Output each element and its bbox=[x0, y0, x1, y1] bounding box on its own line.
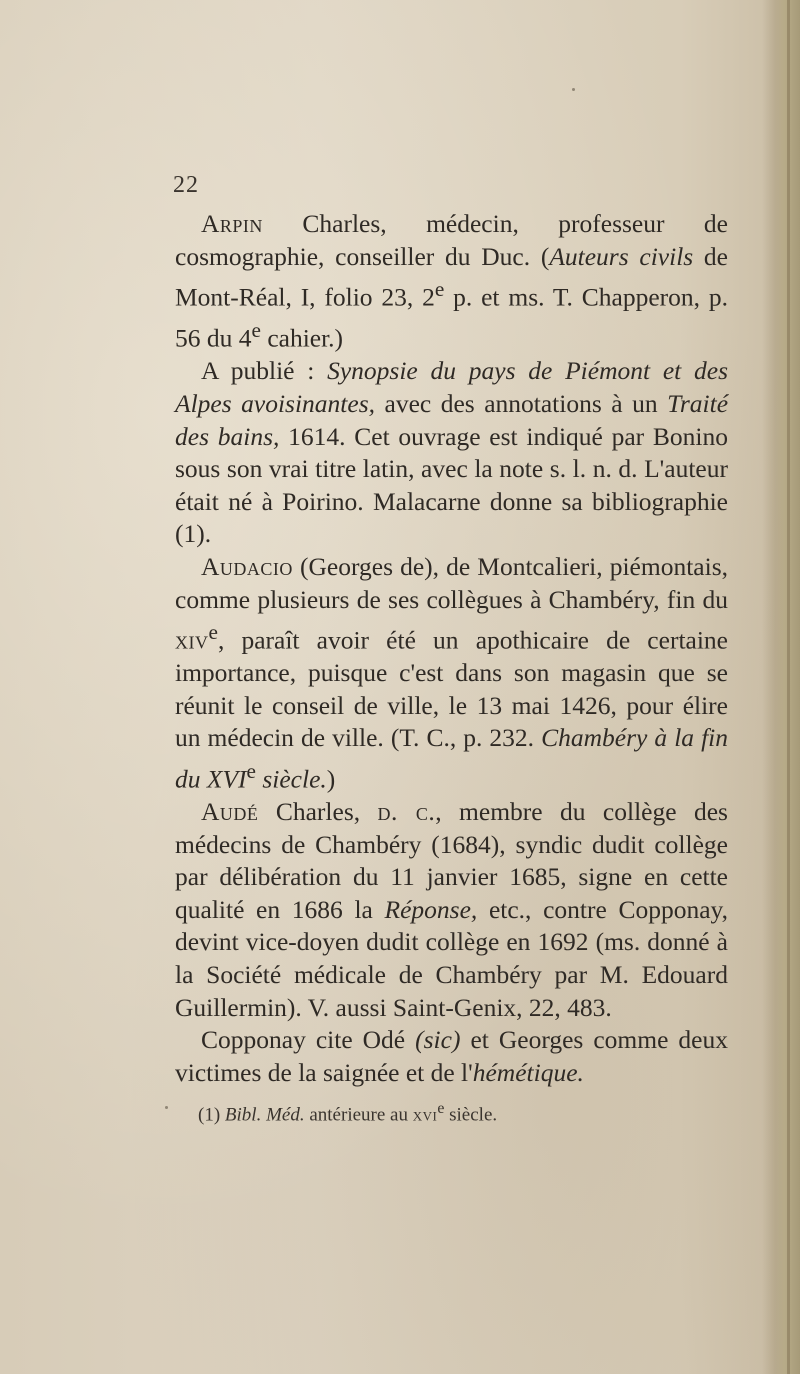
entry-aude bbox=[175, 796, 728, 1024]
entry-italic-word: (sic) bbox=[415, 1025, 461, 1055]
entry-text: , paraît avoir été un apothicaire de certaine importance, puisque c'est dans son magasin que se réunit le conseil de ville, le 13 mai 1426, pour élire un médecin de ville. (T. C., p. 232. bbox=[175, 625, 728, 753]
entry-text: p. et ms. T. Chapperon, p. 56 du 4 bbox=[175, 282, 728, 353]
entry-text: et Georges comme deux victimes de la saignée et de l' bbox=[175, 1025, 728, 1087]
page-number: 22 bbox=[173, 172, 199, 198]
entry-italic-title: Traité des bains, bbox=[175, 388, 729, 451]
entry-aude-note bbox=[175, 1024, 728, 1089]
entry-headword: Audé bbox=[201, 797, 259, 827]
paper-speck bbox=[165, 1106, 168, 1109]
entry-text: Charles, bbox=[258, 797, 378, 827]
superscript: e bbox=[246, 759, 256, 783]
entry-arpin bbox=[175, 208, 728, 355]
entry-text: A publié : bbox=[201, 356, 328, 386]
superscript: e bbox=[251, 318, 261, 343]
entry-italic-title: Chambéry à la fin du XVI bbox=[175, 723, 728, 794]
footnote bbox=[198, 1100, 497, 1126]
entry-italic-word: hémétique. bbox=[472, 1057, 584, 1087]
entry-text: Copponay cite Odé bbox=[201, 1025, 416, 1055]
entry-text: etc., contre Copponay, devint vice-doyen dudit collège en 1692 (ms. donné à la Société médicale de Chambéry par M. Edouard Guillermin). V. aussi Saint-Genix, 22, 483. bbox=[175, 894, 728, 1022]
entry-text: avec des annotations à un bbox=[375, 388, 668, 418]
footnote-text: antérieure au bbox=[304, 1104, 413, 1126]
footnote-marker: (1) bbox=[198, 1104, 225, 1126]
century-numeral: xiv bbox=[175, 625, 209, 655]
page-edge-shadow bbox=[762, 0, 800, 1374]
entry-text: cahier.) bbox=[260, 323, 344, 353]
superscript: e bbox=[437, 1100, 445, 1117]
entry-italic-title: Auteurs civils bbox=[549, 241, 694, 271]
entry-italic-title: Réponse, bbox=[384, 894, 478, 924]
main-text bbox=[175, 208, 728, 1089]
entry-audacio bbox=[175, 551, 728, 796]
degree-abbreviation: d. c. bbox=[377, 797, 436, 827]
century-numeral: xvi bbox=[412, 1104, 438, 1126]
entry-headword: Audacio bbox=[201, 551, 293, 581]
entry-text: Charles, médecin, professeur de cosmographie, conseiller du Duc. ( bbox=[175, 209, 728, 271]
entry-text: 1614. Cet ouvrage est indiqué par Bonino sous son vrai titre latin, avec la note s. l. n. d. L'auteur était né à Poirino. Malacarne donne sa bibliographie (1). bbox=[175, 421, 728, 549]
entry-text: , membre du collège des médecins de Chambéry (1684), syndic dudit collège par délibération du 11 janvier 1685, signe en cette qualité en 1686 la bbox=[175, 797, 728, 924]
superscript: e bbox=[434, 277, 445, 302]
entry-italic-title: Synopsie du pays de Piémont et des Alpes avoisinantes, bbox=[175, 356, 728, 418]
entry-headword: Arpin bbox=[201, 209, 263, 238]
page-edge-line bbox=[787, 0, 790, 1374]
footnote-text: siècle. bbox=[444, 1104, 498, 1126]
entry-text: (Georges de), de Montcalieri, piémontais, comme plusieurs de ses collègues à Chambéry, fin du bbox=[175, 551, 728, 614]
entry-arpin-publications bbox=[175, 355, 728, 551]
entry-text: ) bbox=[326, 764, 336, 794]
entry-text: de Mont-Réal, I, folio 23, 2 bbox=[175, 241, 729, 312]
footnote-italic: Bibl. Méd. bbox=[224, 1104, 305, 1126]
paper-speck bbox=[572, 88, 575, 91]
entry-italic-title: siècle. bbox=[255, 764, 327, 794]
superscript: e bbox=[208, 620, 218, 645]
